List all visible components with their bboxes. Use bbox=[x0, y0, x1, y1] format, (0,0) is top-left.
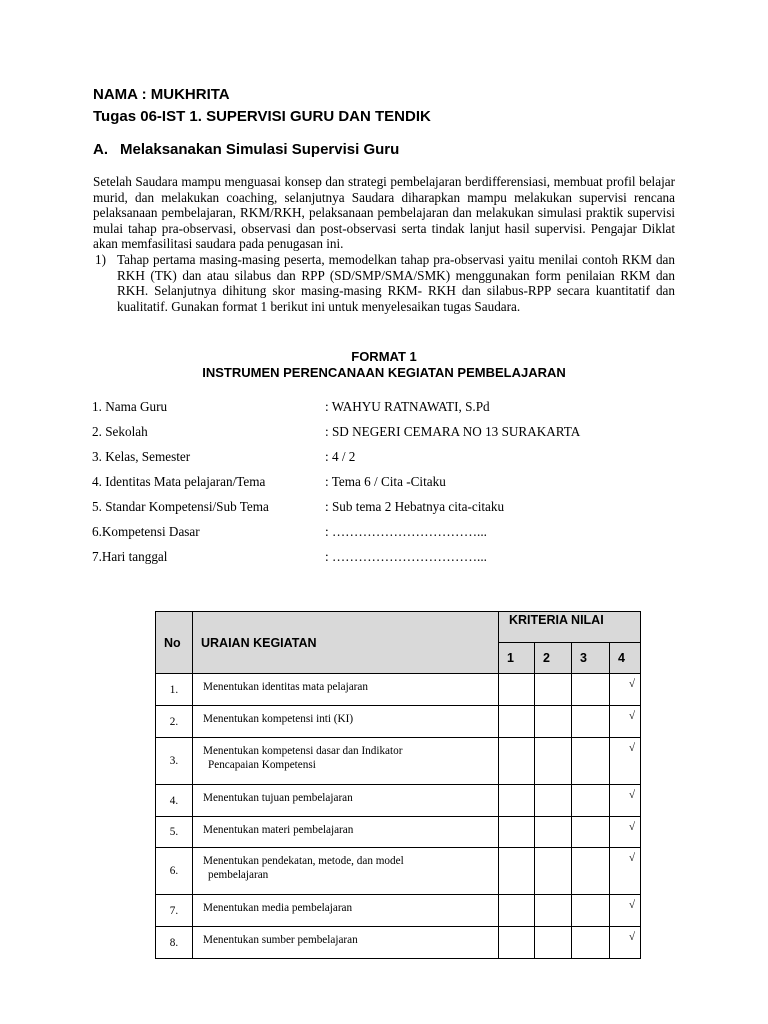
column-header-kriteria: KRITERIA NILAI bbox=[499, 612, 641, 643]
score-header: 3 bbox=[572, 643, 610, 674]
score-header: 2 bbox=[535, 643, 572, 674]
score-cell-2 bbox=[535, 927, 572, 959]
format-subtitle: INSTRUMEN PERENCANAAN KEGIATAN PEMBELAJARAN bbox=[202, 365, 566, 380]
score-cell-2 bbox=[535, 738, 572, 785]
identity-label: 3. Kelas, Semester bbox=[92, 449, 191, 464]
identity-value: : Tema 6 / Cita -Citaku bbox=[325, 474, 446, 489]
activity-text: Menentukan kompetensi inti (KI) bbox=[203, 713, 354, 725]
identity-value: : ……………………………... bbox=[325, 549, 487, 564]
identity-label: 6.Kompetensi Dasar bbox=[92, 524, 200, 539]
row-number: 3. bbox=[156, 738, 193, 785]
table-row bbox=[156, 848, 641, 895]
activity-text: Menentukan kompetensi dasar dan Indikator bbox=[203, 745, 403, 757]
activity-text: Menentukan materi pembelajaran bbox=[203, 824, 354, 836]
row-number: 1. bbox=[156, 674, 193, 706]
score-cell-2 bbox=[535, 674, 572, 706]
row-number: 7. bbox=[156, 895, 193, 927]
row-activity bbox=[193, 848, 499, 895]
check-mark-icon: √ bbox=[610, 817, 641, 848]
student-name-heading: NAMA : MUKHRITA bbox=[93, 86, 230, 103]
score-cell-2 bbox=[535, 785, 572, 817]
table-row bbox=[156, 738, 641, 785]
row-number: 5. bbox=[156, 817, 193, 848]
row-number: 6. bbox=[156, 848, 193, 895]
score-cell-2 bbox=[535, 706, 572, 738]
activity-text: Menentukan sumber pembelajaran bbox=[203, 934, 358, 946]
intro-paragraph: Setelah Saudara mampu menguasai konsep dan strategi pembelajaran berdifferensiasi, membuat profil belajar murid, dan melakukan coaching, selanjutnya Saudara diharapkan mampu melakukan supervisi rencana pelaksanaan pembelajaran, RKM/RKH, pelaksanaan pembelajaran dan melakukan simulasi praktik supervisi mulai tahap pra-observasi, observasi dan post-observasi serta tindak lanjut hasil supervisi. Pengajar Diklat akan memfasilitasi saudara pada penugasan ini. bbox=[93, 174, 675, 251]
check-mark-icon: √ bbox=[610, 738, 641, 785]
identity-label: 1. Nama Guru bbox=[92, 399, 168, 414]
row-activity bbox=[193, 738, 499, 785]
score-cell-3 bbox=[572, 706, 610, 738]
activity-text-continued: Pencapaian Kompetensi bbox=[208, 759, 316, 771]
check-mark-icon: √ bbox=[610, 674, 641, 706]
section-title: Melaksanakan Simulasi Supervisi Guru bbox=[120, 141, 400, 158]
check-mark-icon: √ bbox=[610, 848, 641, 895]
section-letter: A. bbox=[93, 141, 108, 158]
score-cell-1 bbox=[499, 706, 535, 738]
table-row bbox=[156, 927, 641, 959]
score-cell-1 bbox=[499, 738, 535, 785]
score-cell-3 bbox=[572, 927, 610, 959]
row-activity bbox=[193, 927, 499, 959]
column-header-uraian: URAIAN KEGIATAN bbox=[193, 612, 499, 674]
score-header: 4 bbox=[610, 643, 641, 674]
score-cell-1 bbox=[499, 895, 535, 927]
activity-text-continued: pembelajaran bbox=[208, 869, 269, 881]
score-cell-1 bbox=[499, 674, 535, 706]
row-activity bbox=[193, 817, 499, 848]
score-cell-3 bbox=[572, 848, 610, 895]
row-number: 8. bbox=[156, 927, 193, 959]
identity-value: : WAHYU RATNAWATI, S.Pd bbox=[325, 399, 490, 414]
check-mark-icon: √ bbox=[610, 927, 641, 959]
score-cell-1 bbox=[499, 785, 535, 817]
score-cell-1 bbox=[499, 817, 535, 848]
score-cell-3 bbox=[572, 674, 610, 706]
activity-text: Menentukan media pembelajaran bbox=[203, 902, 353, 914]
score-cell-3 bbox=[572, 895, 610, 927]
score-cell-1 bbox=[499, 927, 535, 959]
table-row bbox=[156, 706, 641, 738]
column-header-no: No bbox=[156, 612, 193, 674]
score-header: 1 bbox=[499, 643, 535, 674]
row-activity bbox=[193, 706, 499, 738]
activity-text: Menentukan pendekatan, metode, dan model bbox=[203, 855, 404, 867]
row-activity bbox=[193, 674, 499, 706]
row-activity bbox=[193, 785, 499, 817]
score-cell-3 bbox=[572, 738, 610, 785]
score-cell-3 bbox=[572, 785, 610, 817]
score-cell-2 bbox=[535, 817, 572, 848]
identity-value: : 4 / 2 bbox=[325, 449, 356, 464]
score-cell-2 bbox=[535, 848, 572, 895]
section-heading bbox=[93, 141, 399, 158]
list-item-number: 1) bbox=[95, 252, 106, 267]
row-activity bbox=[193, 895, 499, 927]
task-heading: Tugas 06-IST 1. SUPERVISI GURU DAN TENDIK bbox=[93, 108, 431, 125]
table-row bbox=[156, 674, 641, 706]
row-number: 4. bbox=[156, 785, 193, 817]
score-cell-3 bbox=[572, 817, 610, 848]
activity-text: Menentukan tujuan pembelajaran bbox=[203, 792, 353, 804]
identity-value: : SD NEGERI CEMARA NO 13 SURAKARTA bbox=[325, 424, 581, 439]
identity-value: : Sub tema 2 Hebatnya cita-citaku bbox=[325, 499, 505, 514]
identity-value: : ……………………………... bbox=[325, 524, 487, 539]
table-row bbox=[156, 895, 641, 927]
check-mark-icon: √ bbox=[610, 706, 641, 738]
identity-label: 4. Identitas Mata pelajaran/Tema bbox=[92, 474, 266, 489]
assessment-table bbox=[155, 611, 641, 959]
identity-label: 7.Hari tanggal bbox=[92, 549, 168, 564]
check-mark-icon: √ bbox=[610, 785, 641, 817]
identity-label: 2. Sekolah bbox=[92, 424, 148, 439]
score-cell-1 bbox=[499, 848, 535, 895]
score-cell-2 bbox=[535, 895, 572, 927]
check-mark-icon: √ bbox=[610, 895, 641, 927]
table-row bbox=[156, 817, 641, 848]
list-item bbox=[93, 252, 675, 315]
format-title: FORMAT 1 bbox=[351, 349, 417, 364]
identity-label: 5. Standar Kompetensi/Sub Tema bbox=[92, 499, 269, 514]
table-row bbox=[156, 785, 641, 817]
activity-text: Menentukan identitas mata pelajaran bbox=[203, 681, 368, 693]
list-item-text: Tahap pertama masing-masing peserta, memodelkan tahap pra-observasi yaitu menilai contoh RKM dan RKH (TK) dan atau silabus dan RPP (SD/SMP/SMA/SMK) menggunakan form penilaian RKM dan RKH. Selanjutnya dihitung skor masing-masing RKM- RKH dan silabus-RPP secara kuantitatif dan kualitatif. Gunakan format 1 berikut ini untuk menyelesaikan tugas Saudara. bbox=[117, 252, 675, 315]
row-number: 2. bbox=[156, 706, 193, 738]
